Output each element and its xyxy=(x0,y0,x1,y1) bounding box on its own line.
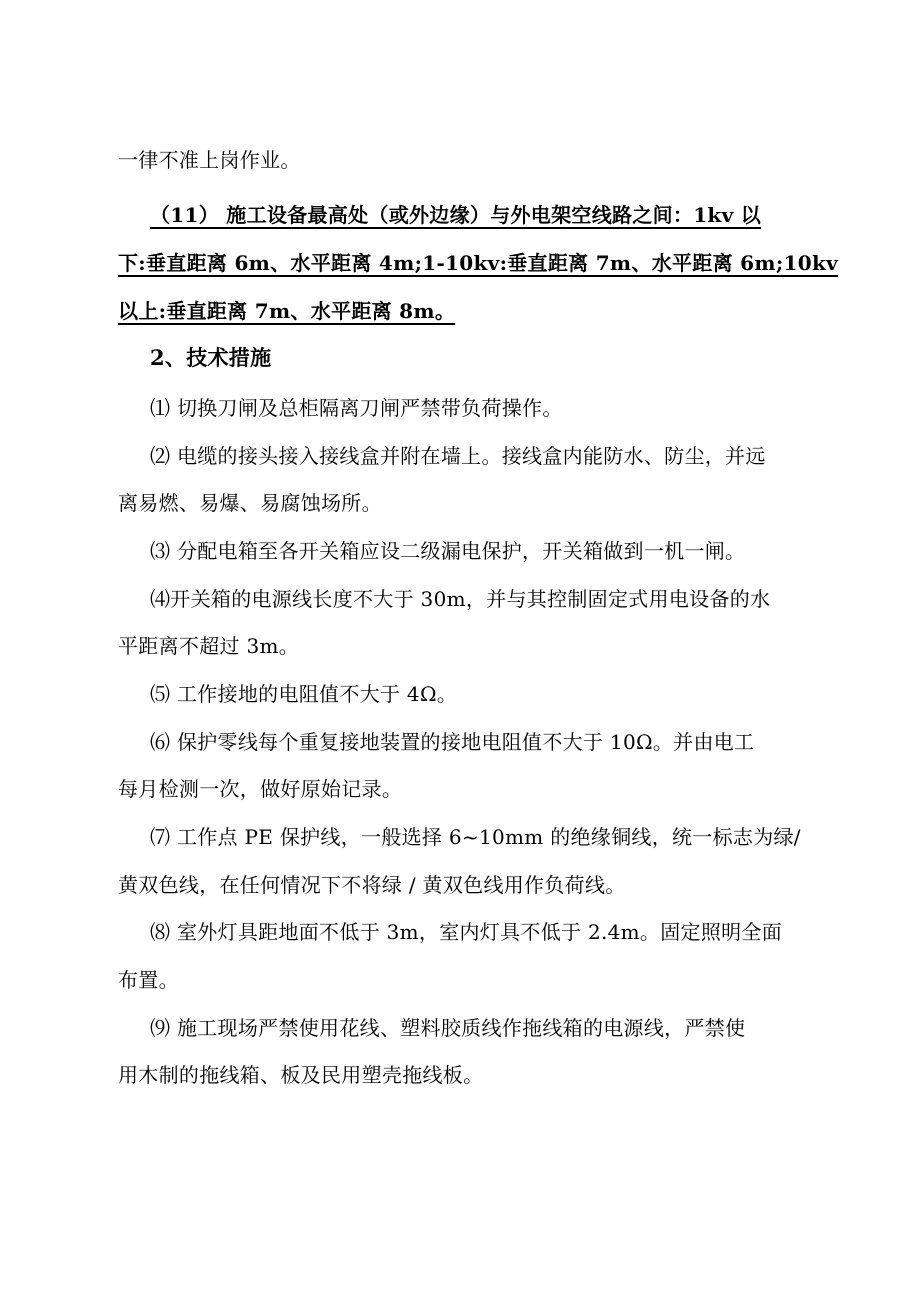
list-item-2-line-1: ⑵ 电缆的接头接入接线盒并附在墙上。接线盒内能防水、防尘，并远 xyxy=(150,444,766,468)
list-item-8-line-1: ⑻ 室外灯具距地面不低于 3m，室内灯具不低于 2.4m。固定照明全面 xyxy=(150,920,783,944)
list-item-1: ⑴ 切换刀闸及总柜隔离刀闸严禁带负荷操作。 xyxy=(150,396,563,420)
list-item-6-line-1: ⑹ 保护零线每个重复接地装置的接地电阻值不大于 10Ω。并由电工 xyxy=(150,730,755,754)
list-item-3: ⑶ 分配电箱至各开关箱应设二级漏电保护，开关箱做到一机一闸。 xyxy=(150,539,746,563)
list-item-7-line-1: ⑺ 工作点 PE 保护线，一般选择 6~10mm 的绝缘铜线，统一标志为绿/ xyxy=(150,825,801,849)
item-11-line-2: 下:垂直距离 6m、水平距离 4m;1-10kv:垂直距离 7m、水平距离 6m;10kv xyxy=(118,251,839,275)
paragraph-line: 一律不准上岗作业。 xyxy=(118,148,301,172)
list-item-9-line-2: 用木制的拖线箱、板及民用塑壳拖线板。 xyxy=(118,1063,484,1087)
list-item-7-line-2: 黄双色线，在任何情况下不将绿 / 黄双色线用作负荷线。 xyxy=(118,873,626,897)
list-item-4-line-2: 平距离不超过 3m。 xyxy=(118,634,300,658)
list-item-9-line-1: ⑼ 施工现场严禁使用花线、塑料胶质线作拖线箱的电源线，严禁使 xyxy=(150,1016,746,1040)
list-item-4-line-1: ⑷开关箱的电源线长度不大于 30m，并与其控制固定式用电设备的水 xyxy=(150,587,771,611)
list-item-8-line-2: 布置。 xyxy=(118,968,179,992)
item-11-line-1: （11） 施工设备最高处（或外边缘）与外电架空线路之间：1kv 以 xyxy=(150,203,762,227)
item-11-line-3: 以上:垂直距离 7m、水平距离 8m。 xyxy=(118,299,456,323)
list-item-5: ⑸ 工作接地的电阻值不大于 4Ω。 xyxy=(150,682,458,706)
section-heading: 2、技术措施 xyxy=(150,345,272,370)
list-item-2-line-2: 离易燃、易爆、易腐蚀场所。 xyxy=(118,491,382,515)
list-item-6-line-2: 每月检测一次，做好原始记录。 xyxy=(118,777,403,801)
